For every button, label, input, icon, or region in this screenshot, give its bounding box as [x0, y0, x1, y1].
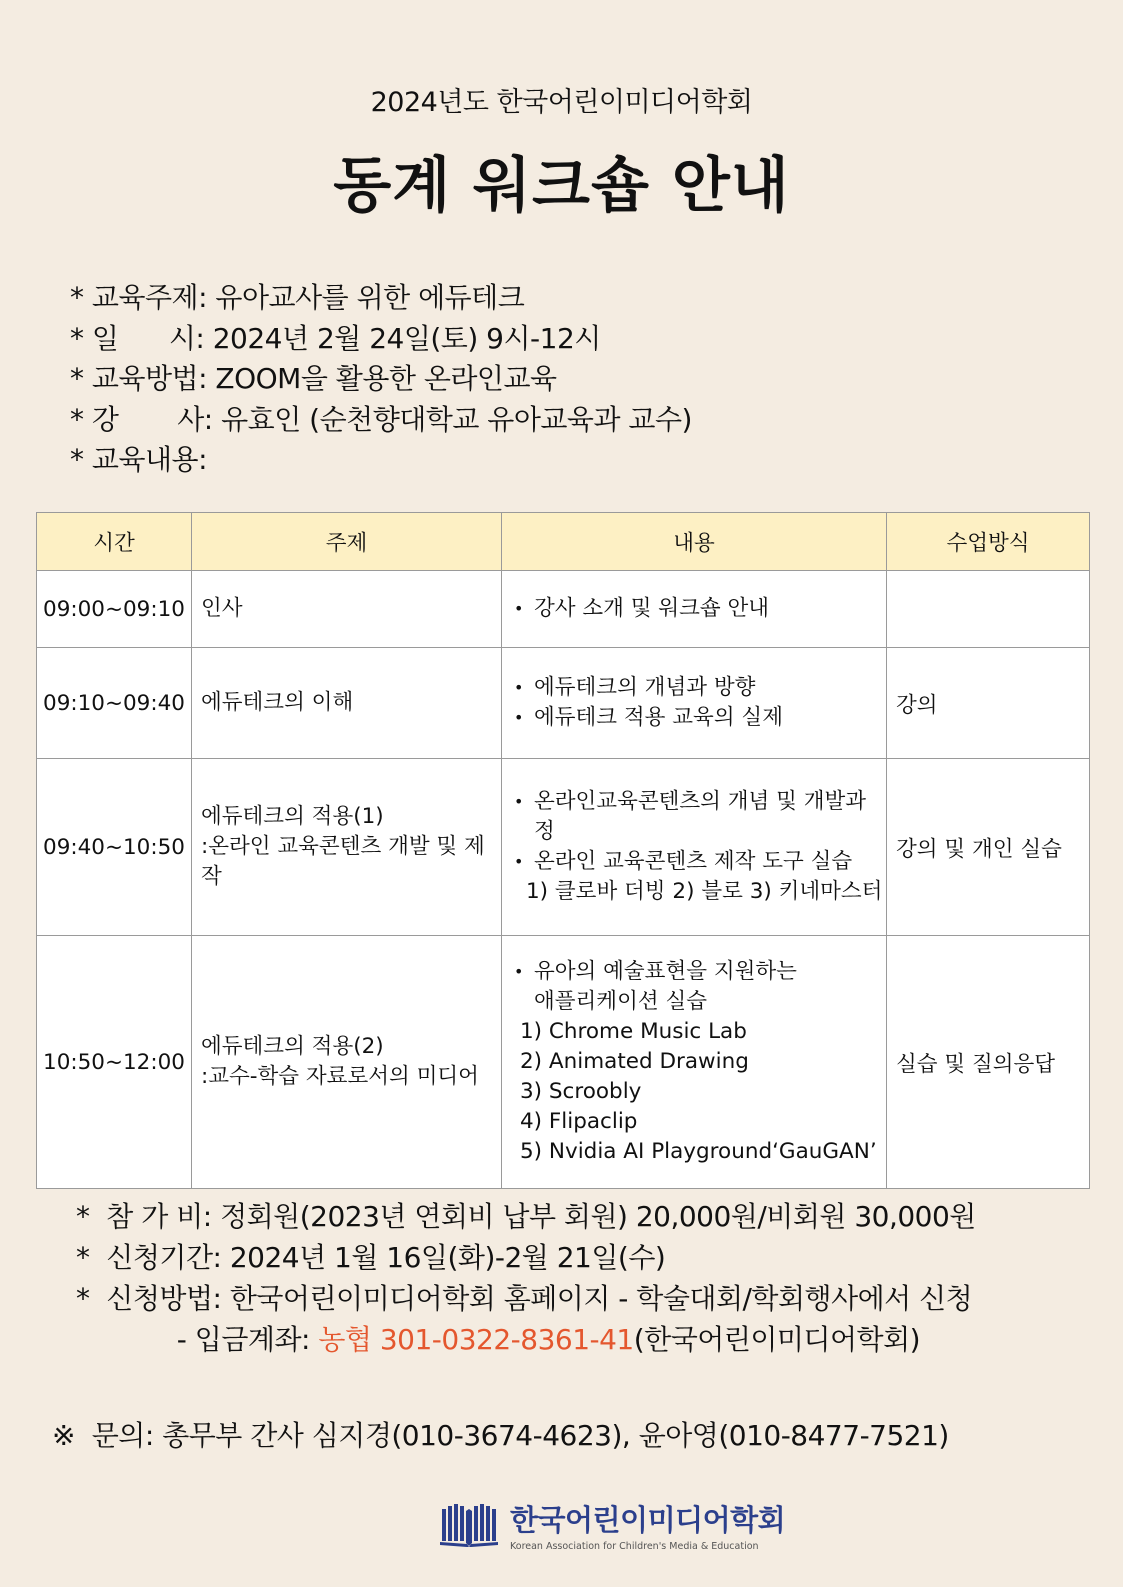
sub-item: 5) Nvidia AI Playground‘GauGAN’	[520, 1139, 877, 1164]
apply-method-line: * 신청방법: 한국어린이미디어학회 홈페이지 - 학술대회/학회행사에서 신청	[76, 1282, 973, 1315]
bullet-text: 유아의 예술표현을 지원하는	[534, 959, 797, 984]
sub-item: 1) Chrome Music Lab	[520, 1019, 747, 1044]
table-row	[37, 648, 1090, 759]
bullet-icon: •	[514, 792, 524, 811]
list-item	[514, 787, 885, 847]
cell-method: 강의	[887, 648, 1090, 759]
header-content: 내용	[502, 513, 887, 571]
cell-time: 09:40~10:50	[37, 759, 192, 936]
page-subtitle: 2024년도 한국어린이미디어학회	[370, 87, 753, 118]
page-title: 동계 워크숍 안내	[333, 151, 790, 221]
list-item	[514, 703, 885, 733]
sub-item: 3) Scroobly	[520, 1079, 642, 1104]
list-item	[514, 673, 885, 703]
info-datetime: * 일 시: 2024년 2월 24일(토) 9시-12시	[70, 321, 601, 355]
cell-method	[887, 571, 1090, 648]
sub-item: 2) Animated Drawing	[520, 1049, 749, 1074]
cell-method: 실습 및 질의응답	[887, 936, 1090, 1189]
table-header-row	[37, 513, 1090, 571]
logo-english: Korean Association for Children's Media & Education	[510, 1541, 759, 1552]
topic-line: :교수-학습 자료로서의 미디어	[201, 1064, 479, 1089]
cell-time: 09:10~09:40	[37, 648, 192, 759]
cell-content	[502, 936, 887, 1189]
list-item	[514, 957, 885, 987]
logo	[440, 1498, 785, 1552]
fee-line: * 참 가 비: 정회원(2023년 연회비 납부 회원) 20,000원/비회원 30,000원	[76, 1200, 976, 1233]
cell-time: 09:00~09:10	[37, 571, 192, 648]
contact-info: ※ 문의: 총무부 간사 심지경(010-3674-4623), 윤아영(010-8477-7521)	[52, 1419, 949, 1452]
bullet-icon: •	[514, 962, 524, 981]
sub-item: 1) 클로바 더빙 2) 블로 3) 키네마스터	[526, 879, 883, 904]
info-method: * 교육방법: ZOOM을 활용한 온라인교육	[70, 362, 557, 395]
period-line: * 신청기간: 2024년 1월 16일(화)-2월 21일(수)	[76, 1241, 666, 1274]
bullet-text: 온라인교육콘텐츠의 개념 및 개발과정	[534, 789, 867, 844]
workshop-info	[70, 278, 692, 481]
sub-item: 4) Flipaclip	[520, 1109, 638, 1134]
bullet-text: 에듀테크의 개념과 방향	[534, 675, 756, 700]
header-time: 시간	[37, 513, 192, 571]
topic-line: 에듀테크의 적용(1)	[201, 804, 384, 829]
list-item	[514, 847, 885, 877]
cell-topic	[192, 759, 502, 936]
bullet-icon: •	[514, 852, 524, 871]
topic-line: :온라인 교육콘텐츠 개발 및 제작	[201, 834, 485, 889]
info-topic: * 교육주제: 유아교사를 위한 에듀테크	[70, 281, 525, 314]
bullet-icon: •	[514, 708, 524, 727]
bullet-text: 에듀테크 적용 교육의 실제	[534, 705, 783, 730]
table-row	[37, 936, 1090, 1189]
cell-topic	[192, 936, 502, 1189]
account-holder: (한국어린이미디어학회)	[633, 1323, 921, 1356]
cell-content	[502, 571, 887, 648]
account-number: 농협 301-0322-8361-41	[318, 1323, 634, 1356]
table-row	[37, 571, 1090, 648]
account-prefix: - 입금계좌:	[76, 1323, 319, 1356]
cell-topic	[192, 571, 502, 648]
cell-method: 강의 및 개인 실습	[887, 759, 1090, 936]
list-item	[514, 594, 885, 624]
open-book-icon	[440, 1503, 498, 1547]
account-line	[76, 1319, 976, 1360]
table-row	[37, 759, 1090, 936]
info-content: * 교육내용:	[70, 443, 208, 476]
bullet-icon: •	[514, 599, 524, 618]
topic-line: 인사	[201, 596, 243, 621]
header-topic: 주제	[192, 513, 502, 571]
topic-line: 에듀테크의 이해	[201, 690, 354, 715]
header-method: 수업방식	[887, 513, 1090, 571]
cell-content	[502, 648, 887, 759]
bullet-icon: •	[514, 678, 524, 697]
cell-topic	[192, 648, 502, 759]
schedule-table	[36, 512, 1090, 1189]
bullet-text: 온라인 교육콘텐츠 제작 도구 실습	[534, 849, 853, 874]
bullet-continuation: 애플리케이션 실습	[534, 989, 707, 1014]
cell-time: 10:50~12:00	[37, 936, 192, 1189]
bullet-text: 강사 소개 및 워크숍 안내	[534, 596, 770, 621]
registration-info	[76, 1196, 976, 1360]
topic-line: 에듀테크의 적용(2)	[201, 1034, 384, 1059]
info-lecturer: * 강 사: 유효인 (순천향대학교 유아교육과 교수)	[70, 402, 692, 436]
logo-name: 한국어린이미디어학회	[510, 1503, 786, 1537]
cell-content	[502, 759, 887, 936]
